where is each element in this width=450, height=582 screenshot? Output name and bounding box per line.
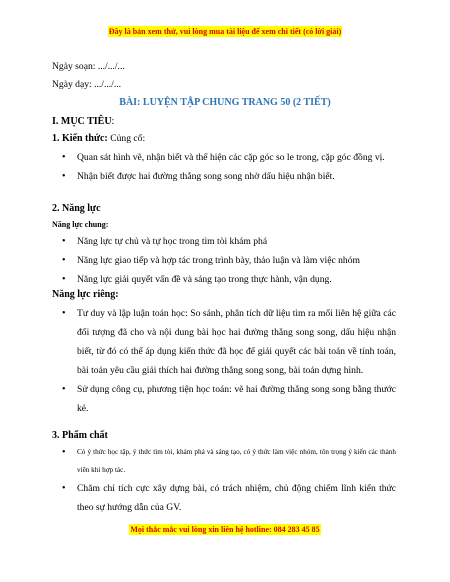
hotline-banner-text: Mọi thắc mắc vui lòng xin liên hệ hotline: 084 283 45 85 — [130, 525, 320, 534]
list-item: • Năng lực tự chủ và tự học trong tìm tòi khám phá — [60, 232, 396, 251]
general-competence-heading: Năng lực chung: — [52, 220, 109, 229]
preview-banner-text: Đây là bản xem thử, vui lòng mua tài liệu để xem chi tiết (có lời giải) — [108, 27, 342, 36]
qualities-list — [60, 444, 396, 479]
date-taught: Ngày dạy: .../.../... — [52, 79, 122, 90]
specific-competence-list — [60, 304, 396, 418]
section-objectives-heading: I. MỤC TIÊU: — [52, 116, 115, 127]
preview-banner — [0, 27, 450, 36]
list-item: • Năng lực giải quyết vấn đề và sáng tạo trong thực hành, vận dụng. — [60, 270, 396, 289]
qualities-list-continued — [60, 479, 396, 517]
knowledge-heading: 1. Kiến thức: Củng cố: — [52, 133, 146, 144]
qualities-heading: 3. Phẩm chất — [52, 430, 108, 441]
knowledge-intro: Củng cố: — [110, 133, 146, 144]
list-item: • Tư duy và lập luận toán học: So sánh, phân tích dữ liệu tìm ra mối liên hệ giữa các đối tượng đã cho và nội dung bài học hai đường thẳng song song, dấu hiệu nhận biết, từ đó có thể áp dụng kiến thức đã học để giải quyết các bài toán về tính toán, bài toán yêu cầu giải thích hai đường thẳng song song, bài toán dựng hình. — [60, 304, 396, 380]
list-item: • Năng lực giao tiếp và hợp tác trong trình bày, thảo luận và làm việc nhóm — [60, 251, 396, 270]
knowledge-list — [60, 148, 396, 186]
competence-heading: 2. Năng lực — [52, 203, 101, 214]
list-item: • Sử dụng công cụ, phương tiện học toán: vẽ hai đường thẳng song song bằng thước kẻ. — [60, 380, 396, 418]
list-item: • Chăm chỉ tích cực xây dựng bài, có trách nhiệm, chủ động chiếm lĩnh kiến thức theo sự hướng dẫn của GV. — [60, 479, 396, 517]
general-competence-list — [60, 232, 396, 289]
list-item: • Có ý thức học tập, ý thức tìm tòi, khám phá và sáng tạo, có ý thức làm việc nhóm, tôn trọng ý kiến các thành viên khi hợp tác. — [60, 444, 396, 479]
specific-competence-heading: Năng lực riêng: — [52, 289, 119, 300]
date-prepared: Ngày soạn: .../.../... — [52, 61, 125, 72]
hotline-banner — [0, 525, 450, 534]
lesson-title: BÀI: LUYỆN TẬP CHUNG TRANG 50 (2 TIẾT) — [119, 97, 331, 108]
list-item: • Nhận biết được hai đường thẳng song song nhờ dấu hiệu nhận biết. — [60, 167, 396, 186]
list-item: • Quan sát hình vẽ, nhận biết và thể hiện các cặp góc so le trong, cặp góc đồng vị. — [60, 148, 396, 167]
